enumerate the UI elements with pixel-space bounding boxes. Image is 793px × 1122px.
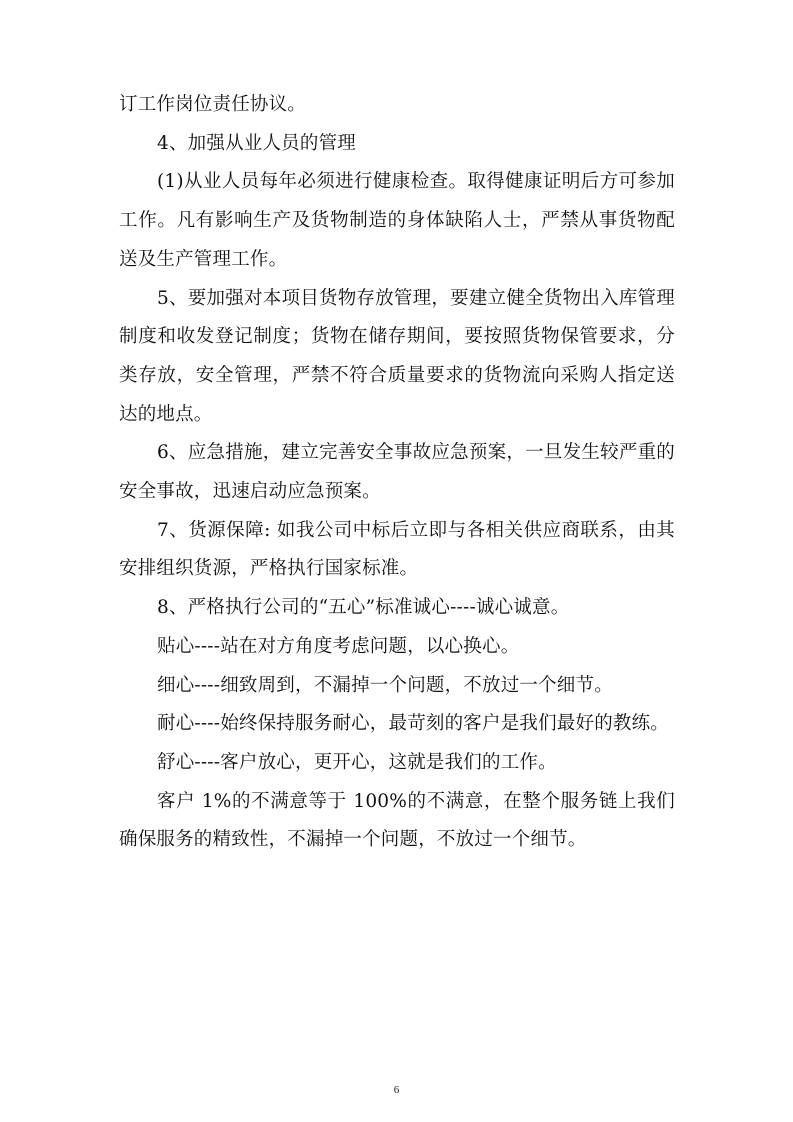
paragraph-continuation: 订工作岗位责任协议。	[119, 94, 307, 115]
paragraph-customer-satisfaction: 客户 1%的不满意等于 100%的不满意，在整个服务链上我们确保服务的精致性，不漏掉一个问题，不放过一个细节。	[119, 790, 675, 851]
paragraph-heading-staff-management: 4、加强从业人员的管理	[157, 132, 356, 154]
paragraph-supply-guarantee: 7、货源保障: 如我公司中标后立即与各相关供应商联系，由其安排组织货源，严格执行国家标准。	[119, 519, 675, 580]
paragraph-emergency-measures: 6、应急措施，建立完善安全事故应急预案，一旦发生较严重的安全事故，迅速启动应急预案。	[119, 442, 675, 503]
paragraph-careful: 细心----细致周到，不漏掉一个问题，不放过一个细节。	[157, 674, 613, 696]
document-body	[119, 86, 675, 860]
paragraph-health-check: (1)从业人员每年必须进行健康检查。取得健康证明后方可参加工作。凡有影响生产及货物制造的身体缺陷人士，严禁从事货物配送及生产管理工作。	[119, 171, 675, 270]
paragraph-storage-management: 5、要加强对本项目货物存放管理，要建立健全货物出入库管理制度和收发登记制度；货物在储存期间，要按照货物保管要求，分类存放，安全管理，严禁不符合质量要求的货物流向采购人指定送达的地点。	[119, 287, 675, 425]
paragraph-patient: 耐心----始终保持服务耐心，最苛刻的客户是我们最好的教练。	[157, 713, 670, 735]
paragraph-considerate: 贴心----站在对方角度考虑问题，以心换心。	[157, 635, 520, 657]
paragraph-five-hearts: 8、严格执行公司的“五心”标准诚心----诚心诚意。	[157, 597, 570, 619]
page-number: 6	[393, 1084, 400, 1096]
paragraph-comfortable: 舒心----客户放心，更开心，这就是我们的工作。	[157, 751, 557, 773]
